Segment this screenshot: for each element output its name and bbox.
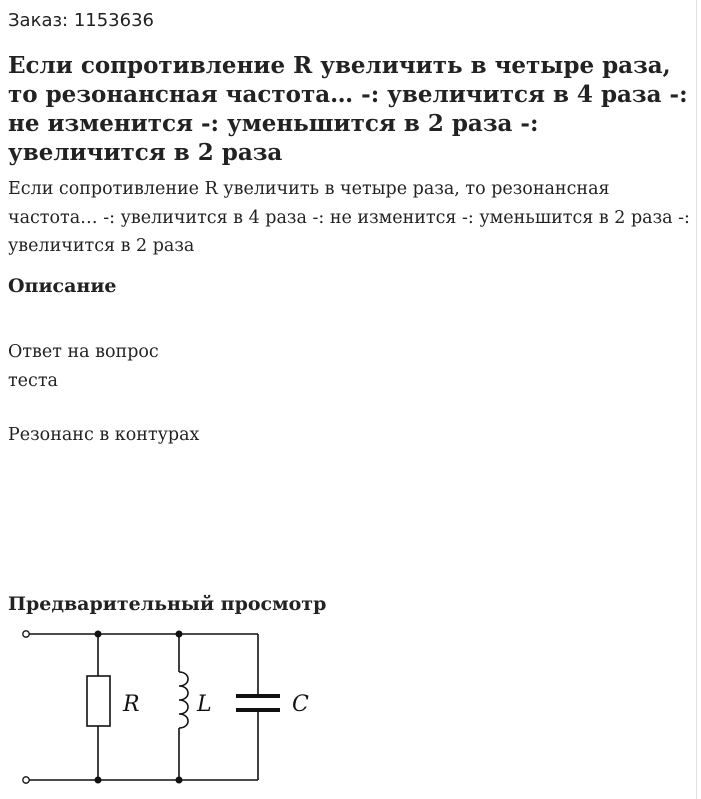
junction-dot — [95, 631, 102, 638]
label-inductor: L — [197, 692, 212, 717]
junction-dot — [95, 777, 102, 784]
answer-line-1: Ответ на вопрос — [8, 342, 159, 362]
label-capacitor: C — [292, 692, 309, 717]
circuit-diagram — [0, 620, 360, 799]
description-heading: Описание — [8, 275, 117, 297]
inductor-symbol — [179, 672, 188, 728]
preview-heading: Предварительный просмотр — [8, 593, 327, 615]
order-number: Заказ: 1153636 — [8, 10, 154, 31]
topic-text: Резонанс в контурах — [8, 425, 200, 445]
junction-dot — [176, 777, 183, 784]
answer-text — [8, 338, 159, 396]
page-title: Если сопротивление R увеличить в четыре раза, то резонансная частота… -: увеличится в 4 раза -: не изменится -: уменьшится в 2 раза -: увеличится в 2 раза — [8, 52, 688, 166]
answer-line-2: теста — [8, 371, 58, 391]
label-resistor: R — [123, 692, 140, 717]
resistor-symbol — [87, 676, 110, 726]
terminal-bottom — [23, 777, 29, 783]
question-text: Если сопротивление R увеличить в четыре раза, то резонансная частота… -: увеличится в 4 раза -: не изменится -: уменьшится в 2 раза -: увеличится в 2 раза — [8, 179, 690, 256]
capacitor-symbol — [236, 696, 280, 710]
terminal-top — [23, 631, 29, 637]
junction-dot — [176, 631, 183, 638]
